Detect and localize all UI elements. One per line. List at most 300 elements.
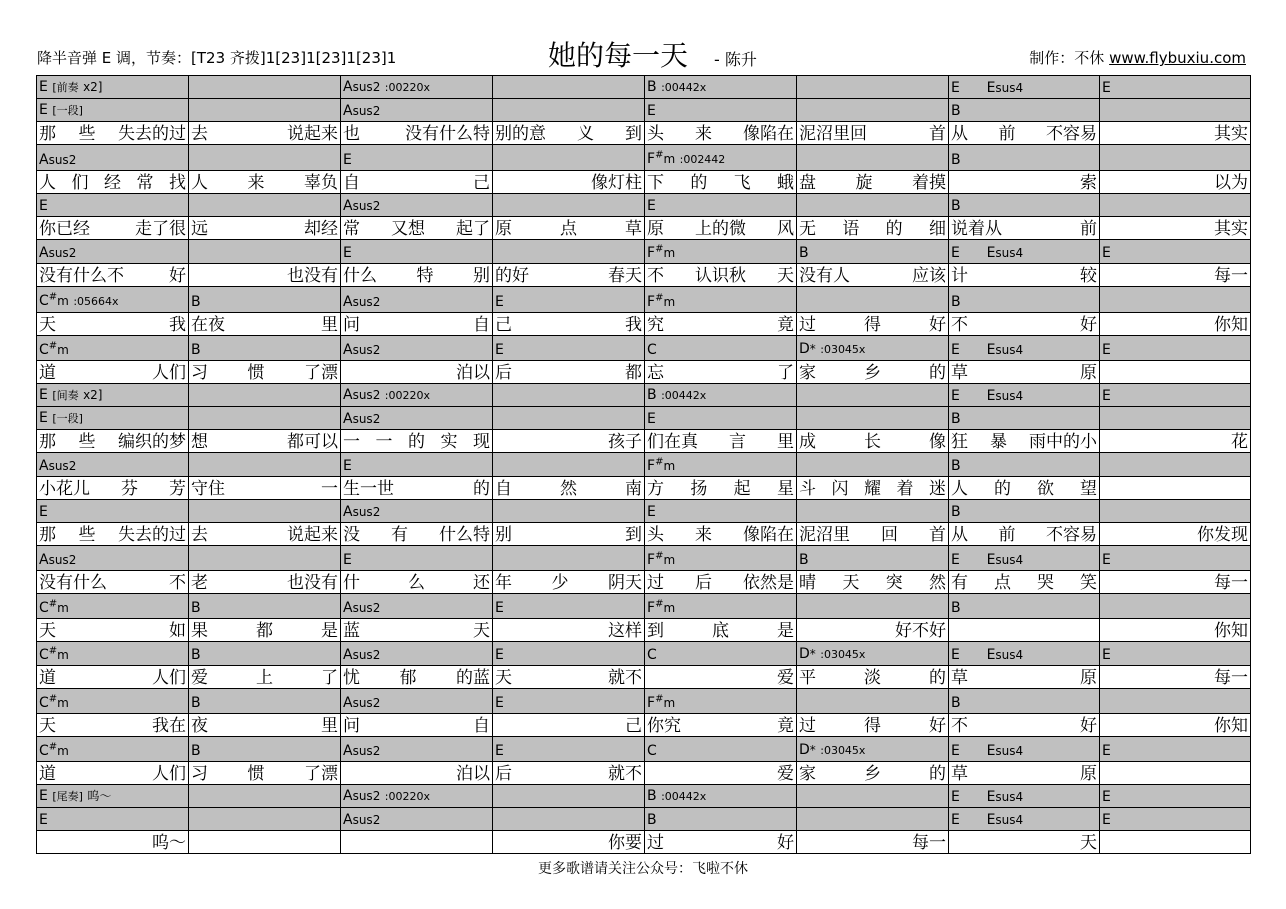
lyric-cell	[493, 122, 645, 145]
chord-text: E	[647, 103, 656, 119]
chord-cell	[341, 239, 493, 264]
lyric-text: 家 乡 的	[799, 362, 946, 383]
chord-row	[37, 641, 1251, 666]
chord-text: B	[951, 151, 961, 168]
chord-cell	[797, 406, 949, 429]
lyric-text: 每一	[1214, 668, 1248, 689]
lyric-text: 蓝 天	[343, 620, 490, 641]
chord-text: E	[495, 293, 504, 310]
lyric-cell	[493, 523, 645, 546]
chord-text: E [尾奏] 呜～	[39, 787, 112, 804]
lyric-row	[37, 360, 1251, 383]
chord-row	[37, 287, 1251, 313]
chord-text: C#m	[39, 740, 69, 759]
lyric-row	[37, 170, 1251, 193]
lyric-cell	[493, 312, 645, 335]
chord-cell	[341, 500, 493, 523]
lyric-cell	[797, 618, 949, 641]
lyric-cell	[1100, 666, 1251, 689]
lyric-text: 下 的 飞 蛾	[647, 172, 794, 193]
chord-cell	[797, 383, 949, 406]
lyric-cell	[797, 264, 949, 287]
chord-cell	[949, 784, 1100, 807]
chord-cell	[949, 641, 1100, 666]
chord-text: Asus2	[343, 811, 381, 828]
chord-cell	[493, 784, 645, 807]
lyric-cell	[645, 666, 797, 689]
lyric-text: 不 好	[951, 715, 1097, 736]
lyric-cell	[189, 360, 341, 383]
chord-cell	[189, 335, 341, 360]
chord-cell	[797, 193, 949, 216]
lyric-text: 草 原	[951, 668, 1097, 689]
lyric-text: 天 如	[39, 620, 186, 641]
chord-cell	[1100, 239, 1251, 264]
chord-text: E	[39, 811, 48, 828]
lyric-cell	[341, 477, 493, 500]
lyric-cell	[949, 429, 1100, 452]
chord-text: E Esus4	[951, 245, 1024, 262]
lyric-cell	[37, 216, 189, 239]
chord-text: Asus2 :00220x	[343, 787, 430, 804]
chord-text: B	[799, 551, 809, 568]
chord-cell	[1100, 383, 1251, 406]
chord-text: B :00442x	[647, 386, 707, 403]
lyric-cell	[1100, 523, 1251, 546]
chord-row	[37, 784, 1251, 807]
chord-cell	[949, 99, 1100, 122]
lyric-text: 每一	[1214, 572, 1248, 593]
chord-cell	[37, 239, 189, 264]
chord-cell	[645, 689, 797, 714]
chord-text: Asus2	[343, 410, 381, 427]
chord-text: E Esus4	[951, 647, 1024, 664]
lyric-text: 果 都 是	[191, 620, 338, 641]
lyric-cell	[37, 122, 189, 145]
lyric-text: 你知	[1214, 715, 1248, 736]
lyric-cell	[37, 570, 189, 593]
chord-cell	[493, 593, 645, 618]
lyric-row	[37, 830, 1251, 853]
chord-cell	[645, 287, 797, 313]
chord-cell	[341, 145, 493, 171]
chord-row	[37, 546, 1251, 571]
lyric-cell	[341, 666, 493, 689]
lyric-cell	[37, 429, 189, 452]
lyric-cell	[341, 429, 493, 452]
chord-cell	[341, 784, 493, 807]
lyric-cell	[797, 477, 949, 500]
chord-text: E Esus4	[951, 742, 1024, 759]
lyric-text: 头 来 像陷在	[647, 124, 794, 144]
chord-row	[37, 500, 1251, 523]
chord-cell	[1100, 546, 1251, 571]
lyric-cell	[37, 761, 189, 784]
chord-cell	[189, 406, 341, 429]
lyric-cell	[949, 122, 1100, 145]
lyric-text: 小花儿 芬 芳	[39, 479, 186, 500]
chord-cell	[1100, 500, 1251, 523]
credit-text: 制作：不休	[1029, 49, 1105, 67]
lyric-text: 天 我	[39, 314, 186, 335]
lyric-text: 问 自	[343, 715, 490, 736]
chord-cell	[949, 287, 1100, 313]
lyric-text: 过 得 好	[799, 314, 946, 335]
lyric-row	[37, 523, 1251, 546]
lyric-cell	[189, 830, 341, 853]
lyric-cell	[189, 312, 341, 335]
lyric-text: 那 些 编织的梦	[39, 431, 186, 452]
chord-text: E Esus4	[951, 341, 1024, 358]
chord-cell	[341, 807, 493, 830]
lyric-cell	[1100, 312, 1251, 335]
chord-cell	[189, 145, 341, 171]
lyric-cell	[645, 264, 797, 287]
lyric-cell	[645, 122, 797, 145]
lyric-text: 老 也没有	[191, 572, 338, 593]
lyric-cell	[37, 523, 189, 546]
chord-text: E Esus4	[951, 80, 1024, 96]
chord-text: F#m	[647, 597, 676, 616]
lyric-text: 从 前 不容易	[951, 525, 1097, 546]
lyric-cell	[341, 264, 493, 287]
lyric-cell	[493, 170, 645, 193]
chord-cell	[37, 406, 189, 429]
chord-text: E Esus4	[951, 811, 1024, 828]
lyric-text: 道 人们	[39, 668, 186, 689]
chord-cell	[949, 406, 1100, 429]
chord-cell	[949, 736, 1100, 761]
chord-cell	[493, 641, 645, 666]
chord-text: D* :03045x	[799, 340, 866, 357]
chord-row	[37, 406, 1251, 429]
lyric-cell	[645, 761, 797, 784]
lyric-text: 泊以	[456, 362, 490, 383]
lyric-cell	[189, 477, 341, 500]
chord-text: B	[191, 293, 201, 310]
chord-cell	[189, 807, 341, 830]
chord-cell	[949, 452, 1100, 477]
lyric-text: 原 上的微 风	[647, 218, 794, 239]
chord-sheet-body	[37, 76, 1251, 854]
lyric-text: 也没有	[287, 266, 338, 287]
chord-cell	[1100, 287, 1251, 313]
chord-cell	[37, 335, 189, 360]
lyric-text: 从 前 不容易	[951, 124, 1097, 144]
lyric-text: 方 扬 起 星	[647, 479, 794, 500]
chord-cell	[645, 239, 797, 264]
chord-cell	[1100, 452, 1251, 477]
lyric-cell	[189, 761, 341, 784]
chord-cell	[189, 689, 341, 714]
lyric-text: 那 些 失去的过	[39, 124, 186, 144]
chord-cell	[797, 784, 949, 807]
lyric-cell	[341, 618, 493, 641]
chord-text: B	[191, 341, 201, 358]
lyric-cell	[493, 477, 645, 500]
lyric-cell	[949, 477, 1100, 500]
chord-text: F#m	[647, 550, 676, 568]
lyric-cell	[493, 830, 645, 853]
chord-cell	[797, 500, 949, 523]
lyric-text: 泥沼里回 首	[799, 124, 946, 144]
lyric-cell	[37, 170, 189, 193]
chord-text: Asus2	[343, 647, 381, 664]
chord-cell	[37, 807, 189, 830]
chord-text: Asus2	[39, 151, 77, 168]
chord-cell	[645, 500, 797, 523]
lyric-cell	[341, 761, 493, 784]
lyric-cell	[189, 666, 341, 689]
chord-cell	[493, 145, 645, 171]
chord-text: B	[799, 245, 809, 262]
chord-text: E Esus4	[951, 788, 1024, 805]
chord-text: D* :03045x	[799, 741, 866, 758]
lyric-text: 过 得 好	[799, 715, 946, 736]
lyric-cell	[797, 360, 949, 383]
chord-text: B	[951, 197, 961, 214]
chord-cell	[645, 736, 797, 761]
chord-text: E	[495, 599, 504, 616]
lyric-text: 以为	[1214, 172, 1248, 193]
lyric-text: 其实	[1214, 218, 1248, 239]
chord-cell	[493, 500, 645, 523]
chord-text: E Esus4	[951, 387, 1024, 404]
lyric-text: 泥沼里 回 首	[799, 525, 946, 546]
chord-text: E	[1102, 742, 1111, 759]
lyric-text: 有 点 哭 笑	[951, 572, 1097, 593]
lyric-cell	[949, 570, 1100, 593]
chord-text: C	[647, 742, 657, 759]
lyric-row	[37, 570, 1251, 593]
lyric-text: 像灯柱	[591, 172, 642, 193]
lyric-text: 去 说起来	[191, 124, 338, 144]
chord-text: E	[1102, 788, 1111, 805]
chord-cell	[645, 452, 797, 477]
lyric-row	[37, 761, 1251, 784]
lyric-text: 爱	[777, 668, 794, 689]
chord-cell	[797, 807, 949, 830]
chord-cell	[949, 546, 1100, 571]
lyric-text: 不 认识秋 天	[647, 266, 794, 287]
lyric-text: 你已经 走了很	[39, 218, 186, 239]
lyric-text: 忧 郁 的蓝	[343, 668, 490, 689]
chord-cell	[189, 641, 341, 666]
lyric-text: 别 到	[495, 525, 642, 546]
chord-text: F#m	[647, 292, 676, 310]
chord-text: C	[647, 647, 657, 664]
chord-cell	[189, 287, 341, 313]
chord-text: Asus2 :00220x	[343, 386, 430, 403]
chord-cell	[341, 452, 493, 477]
lyric-cell	[645, 312, 797, 335]
lyric-cell	[645, 618, 797, 641]
chord-row	[37, 193, 1251, 216]
chord-text: E [间奏 x2]	[39, 386, 103, 403]
chord-text: E	[495, 694, 504, 711]
lyric-text: 问 自	[343, 314, 490, 335]
chord-cell	[797, 99, 949, 122]
chord-text: F#m :002442	[647, 149, 726, 167]
lyric-cell	[341, 570, 493, 593]
lyric-text: 远 却经	[191, 218, 338, 239]
lyric-cell	[341, 312, 493, 335]
chord-cell	[645, 193, 797, 216]
lyric-row	[37, 264, 1251, 287]
lyric-text: 后 都	[495, 362, 642, 383]
lyric-cell	[797, 216, 949, 239]
lyric-text: 草 原	[951, 763, 1097, 784]
chord-cell	[37, 145, 189, 171]
site-link[interactable]: www.flybuxiu.com	[1109, 49, 1246, 67]
lyric-cell	[37, 477, 189, 500]
lyric-row	[37, 312, 1251, 335]
lyric-cell	[1100, 830, 1251, 853]
lyric-text: 别的意 义 到	[495, 124, 642, 144]
lyric-text: 你要	[608, 832, 642, 853]
chord-cell	[1100, 335, 1251, 360]
lyric-text: 没 有 什么特	[343, 525, 490, 546]
chord-cell	[797, 736, 949, 761]
chord-cell	[949, 145, 1100, 171]
chord-cell	[341, 641, 493, 666]
lyric-cell	[645, 360, 797, 383]
chord-cell	[645, 335, 797, 360]
chord-text: C#m	[39, 693, 69, 711]
lyric-text: 自 己	[343, 172, 490, 193]
lyric-cell	[493, 264, 645, 287]
lyric-cell	[797, 312, 949, 335]
chord-cell	[797, 689, 949, 714]
chord-text: B	[191, 742, 201, 759]
lyric-text: 索	[1080, 172, 1097, 193]
chord-text: E	[343, 151, 352, 168]
chord-cell	[37, 287, 189, 313]
chord-text: F#m	[647, 693, 676, 711]
chord-cell	[37, 452, 189, 477]
chord-text: B :00442x	[647, 787, 707, 804]
chord-cell	[493, 452, 645, 477]
chord-text: E	[39, 197, 48, 214]
chord-text: E	[343, 551, 352, 568]
lyric-cell	[493, 216, 645, 239]
chord-cell	[341, 406, 493, 429]
chord-cell	[645, 406, 797, 429]
lyric-cell	[341, 360, 493, 383]
chord-text: B	[951, 599, 961, 616]
lyric-cell	[37, 666, 189, 689]
chord-row	[37, 807, 1251, 830]
chord-text: C#m	[39, 597, 69, 616]
lyric-row	[37, 666, 1251, 689]
chord-cell	[949, 383, 1100, 406]
chord-cell	[493, 99, 645, 122]
chord-cell	[1100, 736, 1251, 761]
chord-text: Asus2	[343, 599, 381, 616]
chord-cell	[645, 784, 797, 807]
lyric-cell	[797, 170, 949, 193]
chord-text: Asus2	[39, 551, 77, 568]
lyric-text: 想 都可以	[191, 431, 338, 452]
lyric-cell	[189, 216, 341, 239]
chord-cell	[1100, 406, 1251, 429]
lyric-cell	[645, 170, 797, 193]
lyric-cell	[645, 477, 797, 500]
lyric-cell	[797, 713, 949, 736]
chord-cell	[341, 689, 493, 714]
lyric-row	[37, 429, 1251, 452]
lyric-text: 你究 竟	[647, 715, 794, 736]
lyric-text: 斗 闪 耀 着 迷	[799, 479, 946, 500]
lyric-text: 己	[625, 715, 642, 736]
chord-cell	[37, 784, 189, 807]
lyric-cell	[949, 830, 1100, 853]
lyric-text: 那 些 失去的过	[39, 525, 186, 546]
chord-cell	[1100, 784, 1251, 807]
chord-cell	[645, 99, 797, 122]
chord-text: Asus2	[343, 197, 381, 214]
chord-cell	[37, 500, 189, 523]
chord-sheet-table	[36, 75, 1251, 854]
chord-text: B	[191, 647, 201, 664]
lyric-cell	[797, 122, 949, 145]
chord-cell	[189, 383, 341, 406]
key-rhythm-info: 降半音弹 E 调，节奏：[T23 齐拨]1[23]1[23]1[23]1	[37, 49, 397, 67]
chord-cell	[37, 76, 189, 99]
chord-cell	[493, 736, 645, 761]
lyric-cell	[1100, 170, 1251, 193]
chord-text: Asus2	[343, 742, 381, 759]
chord-text: Asus2	[39, 245, 77, 262]
lyric-cell	[341, 713, 493, 736]
lyric-cell	[1100, 570, 1251, 593]
chord-cell	[493, 239, 645, 264]
lyric-text: 你知	[1214, 620, 1248, 641]
lyric-row	[37, 216, 1251, 239]
chord-text: Asus2	[343, 103, 381, 119]
chord-cell	[37, 383, 189, 406]
lyric-text: 爱	[777, 763, 794, 784]
chord-text: C	[647, 341, 657, 358]
chord-cell	[797, 593, 949, 618]
lyric-text: 草 原	[951, 362, 1097, 383]
chord-text: B	[647, 811, 657, 828]
lyric-text: 你知	[1214, 314, 1248, 335]
lyric-text: 头 来 像陷在	[647, 525, 794, 546]
lyric-cell	[949, 761, 1100, 784]
lyric-text: 成 长 像	[799, 431, 946, 452]
lyric-text: 晴 天 突 然	[799, 572, 946, 593]
lyric-cell	[493, 570, 645, 593]
lyric-text: 孩子	[608, 431, 642, 452]
chord-cell	[341, 593, 493, 618]
lyric-cell	[37, 264, 189, 287]
chord-cell	[37, 99, 189, 122]
lyric-cell	[189, 618, 341, 641]
lyric-text: 这样	[608, 620, 642, 641]
chord-cell	[189, 784, 341, 807]
lyric-text: 狂 暴 雨中的小	[951, 431, 1097, 452]
chord-cell	[189, 193, 341, 216]
lyric-cell	[341, 170, 493, 193]
lyric-text: 到 底 是	[647, 620, 794, 641]
lyric-cell	[949, 618, 1100, 641]
chord-cell	[493, 689, 645, 714]
lyric-text: 泊以	[456, 763, 490, 784]
chord-cell	[797, 239, 949, 264]
chord-row	[37, 689, 1251, 714]
chord-row	[37, 452, 1251, 477]
